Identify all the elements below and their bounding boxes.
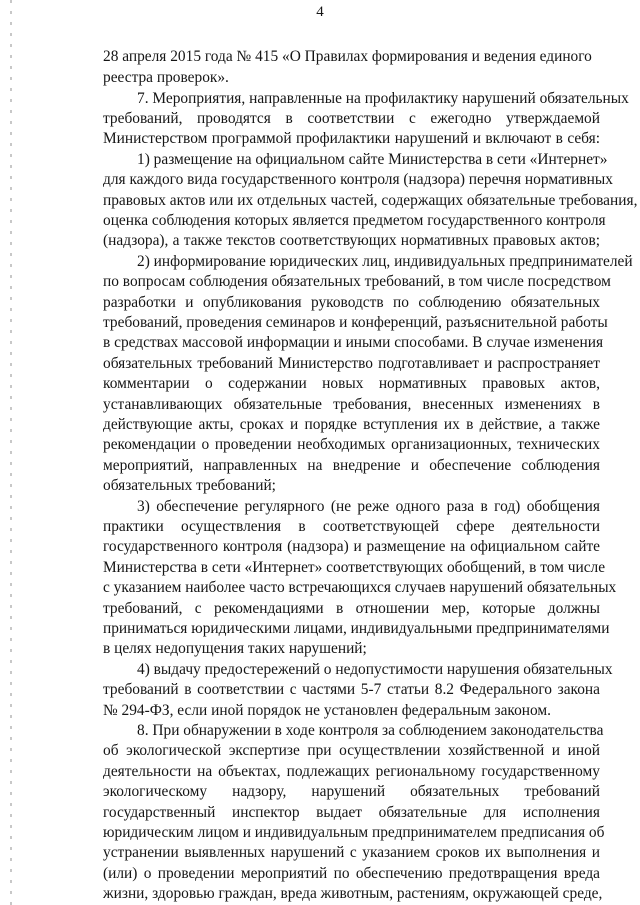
- text-line: обязательных требований Министерство подготавливает и распространяет: [103, 355, 600, 372]
- text-line: юридическим лицом и индивидуальным предпринимателем предписания об: [103, 824, 605, 841]
- page-number: 4: [316, 4, 324, 20]
- text-line: в целях недопущения таких нарушений;: [103, 640, 367, 657]
- text-line: требований, с рекомендациями в отношении мер, которые должны: [103, 600, 600, 617]
- text-line: разработки и опубликования руководств по соблюдению обязательных: [103, 294, 600, 311]
- text-line: в средствах массовой информации и иными способами. В случае изменения: [103, 334, 604, 351]
- text-line: оценка соблюдения которых является предметом государственного контроля: [103, 212, 606, 229]
- text-line: правовых актов или их отдельных частей, содержащих обязательные требования,: [103, 192, 638, 209]
- text-line: требований, проводятся в соответствии с ежегодно утверждаемой: [103, 110, 600, 127]
- text-line: мероприятий, направленных на внедрение и обеспечение соблюдения: [103, 457, 600, 474]
- text-line: обязательных требований;: [103, 477, 276, 494]
- text-line: государственного контроля (надзора) и размещение на официальном сайте: [103, 538, 600, 555]
- list-item-3-start: 3) обеспечение регулярного (не реже одного раза в год) обобщения: [137, 498, 600, 515]
- list-item-4-start: 4) выдачу предостережений о недопустимости нарушения обязательных: [137, 661, 613, 678]
- text-line: по вопросам соблюдения обязательных требований, в том числе посредством: [103, 273, 611, 290]
- text-line: с указанием наиболее часто встречающихся случаев нарушений обязательных: [103, 579, 617, 596]
- text-line: Министерством программой профилактики нарушений и включают в себя:: [103, 130, 600, 147]
- text-line: деятельности на объектах, подлежащих региональному государственному: [103, 763, 600, 780]
- text-line: государственный инспектор выдает обязательные для исполнения: [103, 804, 600, 821]
- text-line: действующие акты, сроках и порядке вступления их в действие, а также: [103, 416, 600, 433]
- text-line: (надзора), а также текстов соответствующих нормативных правовых актов;: [103, 232, 600, 249]
- paragraph-8-start: 8. При обнаружении в ходе контроля за соблюдением законодательства: [137, 722, 604, 739]
- text-line: (или) о проведении мероприятий по обеспечению предотвращения вреда: [103, 865, 600, 882]
- text-line: устранении выявленных нарушений с указанием сроков их выполнения и: [103, 844, 600, 861]
- scan-binding-edge: [10, 0, 12, 905]
- text-line: требований, проведения семинаров и конференций, разъяснительной работы: [103, 314, 608, 331]
- list-item-2-start: 2) информирование юридических лиц, индивидуальных предпринимателей: [137, 253, 633, 270]
- text-line: устанавливающих обязательные требования, внесенных изменениях в: [103, 396, 600, 413]
- paragraph-7-start: 7. Мероприятия, направленные на профилактику нарушений обязательных: [137, 90, 629, 107]
- text-line: 28 апреля 2015 года № 415 «О Правилах формирования и ведения единого: [103, 48, 592, 65]
- text-line: для каждого вида государственного контроля (надзора) перечня нормативных: [103, 171, 613, 188]
- text-line: требований в соответствии с частями 5-7 статьи 8.2 Федерального закона: [103, 681, 600, 698]
- text-line: рекомендации о проведении необходимых организационных, технических: [103, 436, 600, 453]
- text-line: № 294-ФЗ, если иной порядок не установлен федеральным законом.: [103, 702, 552, 719]
- list-item-1-start: 1) размещение на официальном сайте Министерства в сети «Интернет»: [137, 151, 608, 168]
- text-line: экологическому надзору, нарушений обязательных требований: [103, 783, 600, 800]
- text-line: жизни, здоровью граждан, вреда животным, растениям, окружающей среде,: [103, 885, 603, 902]
- text-line: Министерства в сети «Интернет» соответствующих обобщений, в том числе: [103, 559, 606, 576]
- text-line: об экологической экспертизе при осуществлении хозяйственной и иной: [103, 742, 600, 759]
- text-line: комментарии о содержании новых нормативных правовых актов,: [103, 375, 600, 392]
- text-line: практики осуществления в соответствующей сфере деятельности: [103, 518, 600, 535]
- text-line: реестра проверок».: [103, 69, 229, 86]
- text-line: приниматься юридическими лицами, индивидуальными предпринимателями: [103, 620, 610, 637]
